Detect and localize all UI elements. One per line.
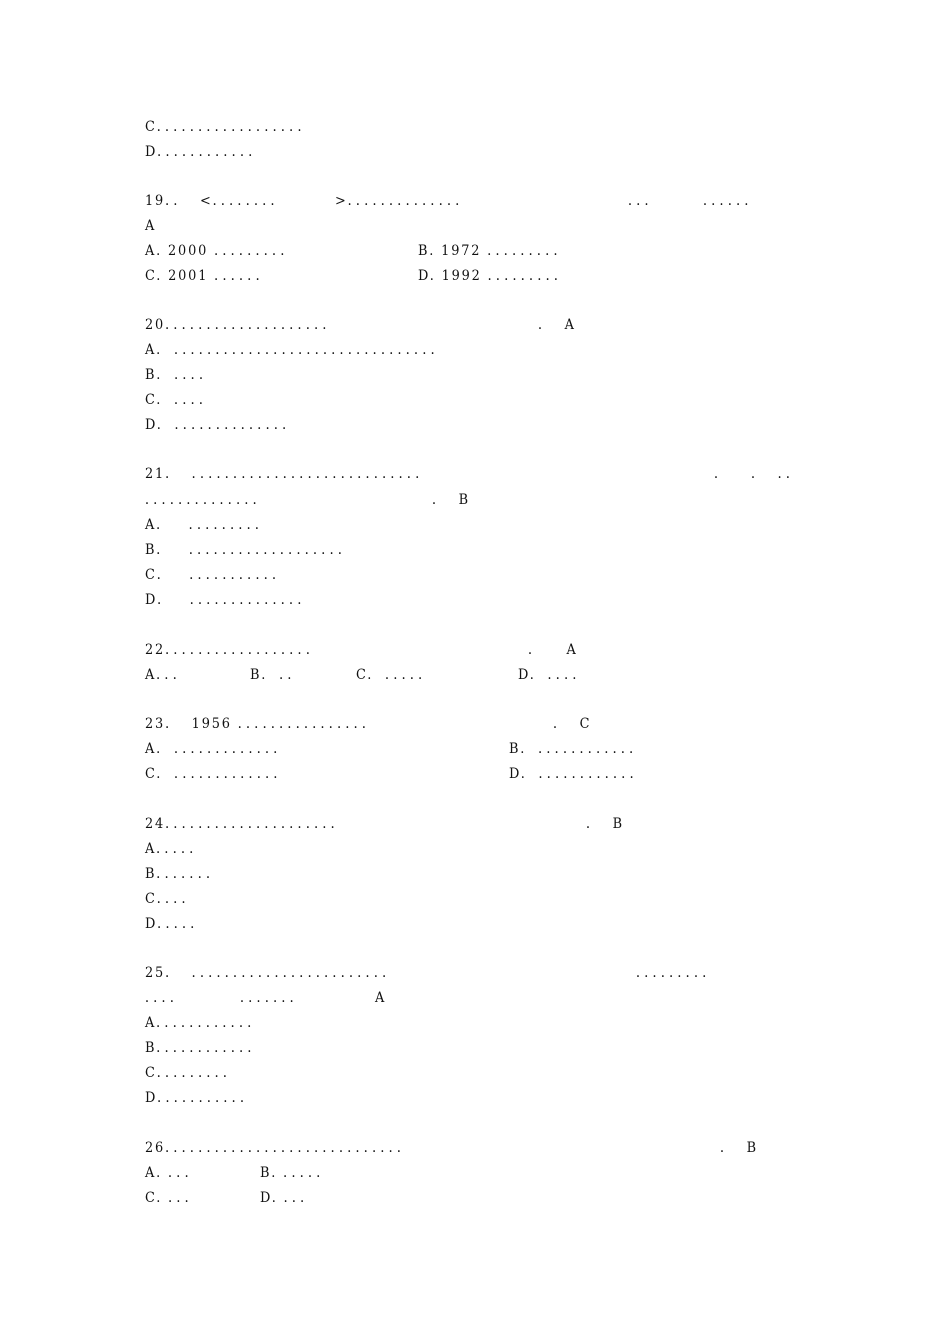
q19-text-a: 19．． <．．．．．．．． [145, 193, 286, 209]
q21-question-cont: ．．．．．．．．．．．．．． [145, 492, 268, 508]
q23-option-b: B. ．．．．．．．．．．．． [509, 741, 644, 757]
q25-question-cont2: ．．．．．．． [240, 990, 305, 1006]
q24-option-d: D．．．．． [145, 916, 206, 932]
q25-option-a: A．．．．．．．．．．．． [145, 1015, 262, 1031]
q23-question: 23． 1956 ．．．．．．．．．．．．．．．． [145, 716, 377, 732]
q21-option-d: D． ．．．．．．．．．．．．．． [145, 592, 313, 608]
q20-option-d: D. ．．．．．．．．．．．．．． [145, 417, 297, 433]
q23-answer: ． C [553, 716, 592, 732]
q19-option-b: B. 1972 ．．．．．．．．． [418, 243, 569, 259]
q19-text-b: >．．．．．．．．．．．．．． [335, 193, 470, 209]
q25-text-r: ．．．．．．．．． [636, 965, 717, 981]
q24-answer: ． B [586, 816, 624, 832]
q22-option-a: A．．． [145, 667, 188, 683]
q24-option-a: A．．．．． [145, 841, 204, 857]
option-d-line: D．．．．．．．．．．．． [145, 144, 263, 160]
q23-option-d: D. ．．．．．．．．．．．． [509, 766, 645, 782]
q26-option-a: A. ．．． [145, 1165, 200, 1181]
q21-option-b: B． ．．．．．．．．．．．．．．．．．．． [145, 542, 353, 558]
q19-text-c: ．．． [628, 193, 660, 209]
q22-answer: ． A [528, 642, 578, 658]
q21-question: 21． ．．．．．．．．．．．．．．．．．．．．．．．．．．．． [145, 466, 430, 482]
q19-text-d: ．．．．．． [703, 193, 760, 209]
q22-option-b: B. ．． [250, 667, 303, 683]
q19-option-a: A. 2000 ．．．．．．．．． [145, 243, 296, 259]
q25-question: 25． ．．．．．．．．．．．．．．．．．．．．．．．． [145, 965, 397, 981]
q25-option-b: B．．．．．．．．．．．． [145, 1040, 263, 1056]
q24-option-b: B．．．．．．． [145, 866, 221, 882]
option-c-line: C．．．．．．．．．．．．．．．．．． [145, 119, 313, 135]
q19-answer: A [145, 218, 157, 234]
q25-question-cont: ．．．． [145, 990, 185, 1006]
q26-option-d: D. ．．． [260, 1190, 315, 1206]
q20-question: 20．．．．．．．．．．．．．．．．．．．． [145, 317, 338, 333]
q19-option-c: C. 2001 ．．．．．． [145, 268, 271, 284]
q20-answer: ． A [538, 317, 576, 333]
q24-option-c: C．．．． [145, 891, 197, 907]
q20-option-c: C. ．．．． [145, 392, 214, 408]
q26-question: 26．．．．．．．．．．．．．．．．．．．．．．．．．．．．． [145, 1140, 412, 1156]
q26-option-b: B. ．．．．． [260, 1165, 332, 1181]
q19-option-d: D. 1992 ．．．．．．．．． [418, 268, 569, 284]
q24-question: 24．．．．．．．．．．．．．．．．．．．．． [145, 816, 346, 832]
q25-option-c: C．．．．．．．．． [145, 1065, 238, 1081]
q22-option-c: C. ．．．．． [356, 667, 433, 683]
q21-answer: ． B [432, 492, 470, 508]
q26-answer: ． B [720, 1140, 758, 1156]
q20-option-b: B. ．．．． [145, 367, 214, 383]
q25-answer: A [375, 990, 387, 1006]
q20-option-a: A. ．．．．．．．．．．．．．．．．．．．．．．．．．．．．．．．． [145, 342, 446, 358]
q22-question: 22．．．．．．．．．．．．．．．．．． [145, 642, 321, 658]
q23-option-c: C. ．．．．．．．．．．．．． [145, 766, 289, 782]
q21-option-c: C． ．．．．．．．．．．． [145, 567, 287, 583]
q23-option-a: A. ．．．．．．．．．．．．． [145, 741, 289, 757]
q22-option-d: D. ．．．． [518, 667, 588, 683]
q21-text-r1: ． [714, 466, 729, 482]
q21-text-r2: ． ．． [751, 466, 801, 482]
q26-option-c: C. ．．． [145, 1190, 200, 1206]
q25-option-d: D．．．．．．．．．．． [145, 1090, 255, 1106]
q21-option-a: A． ．．．．．．．．． [145, 517, 270, 533]
